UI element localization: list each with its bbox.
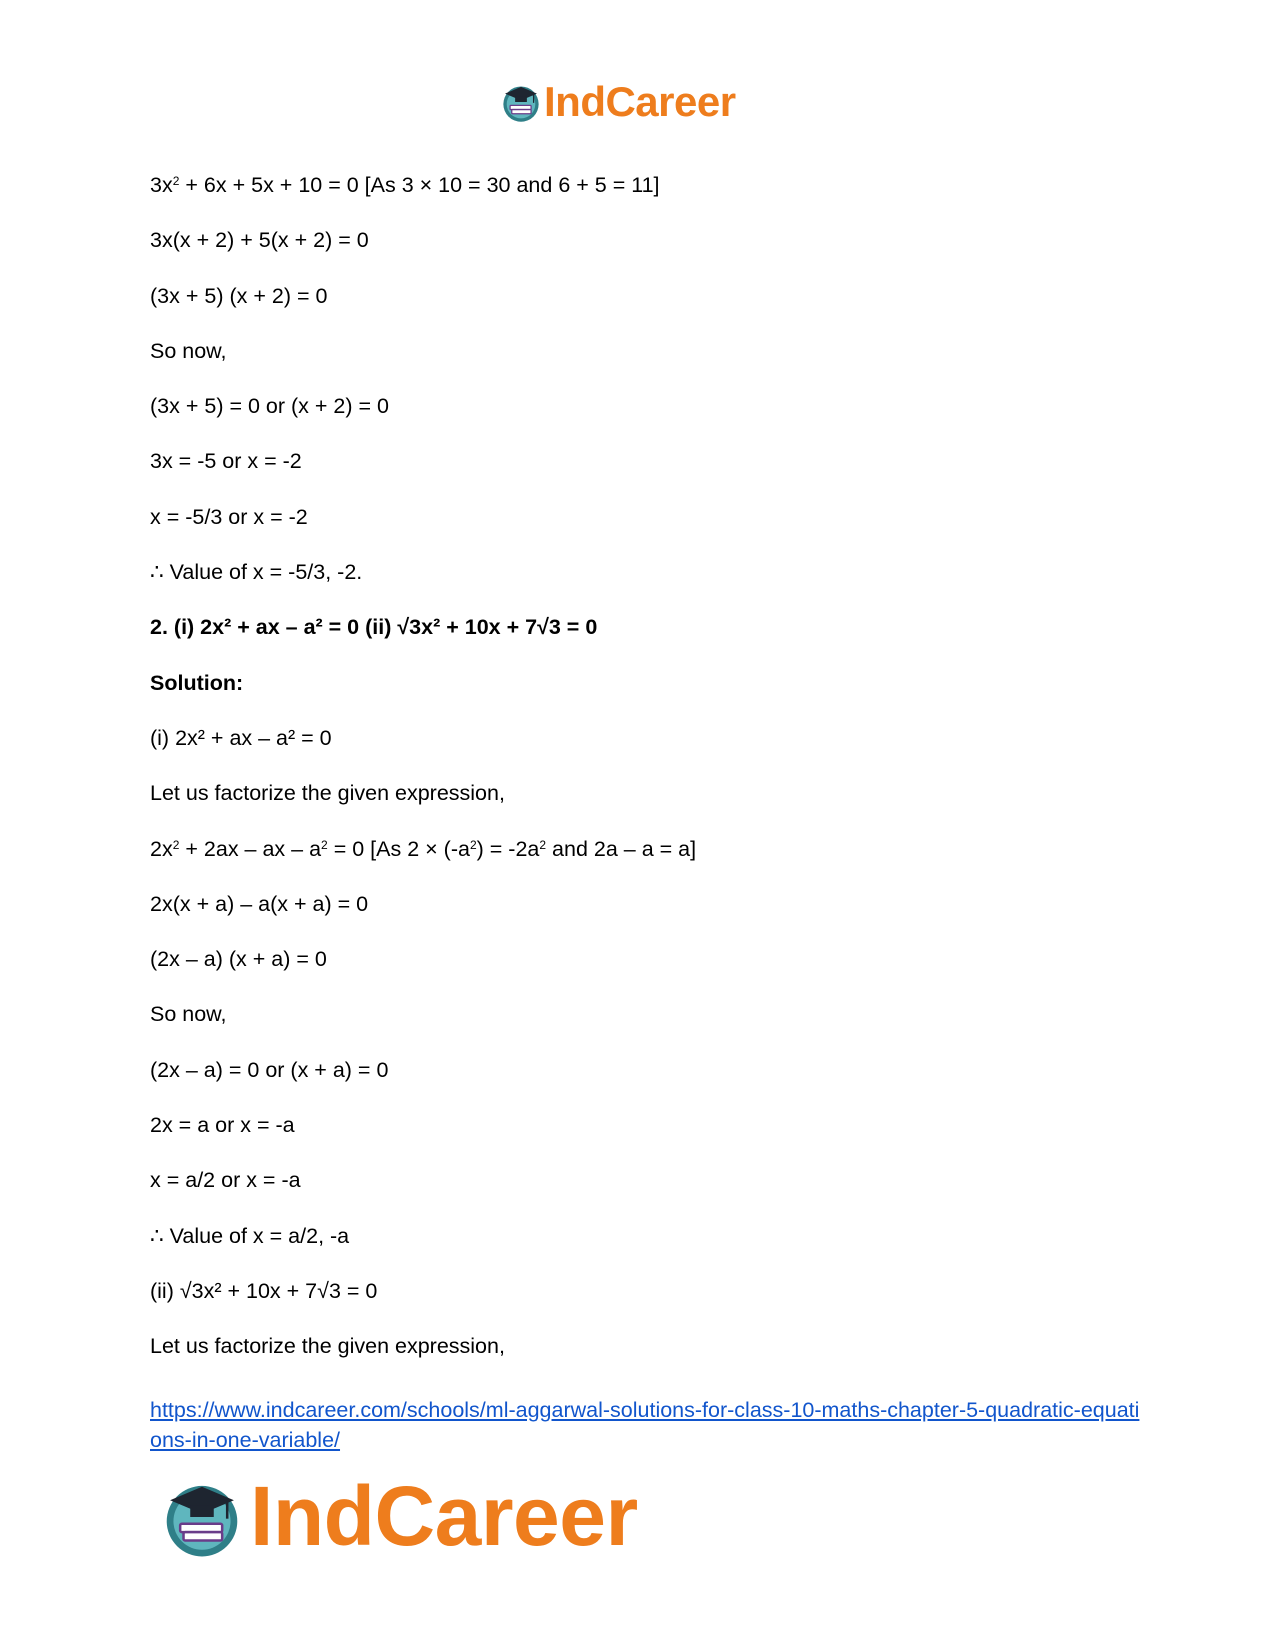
conclusion-line: ∴ Value of x = -5/3, -2. — [150, 560, 363, 585]
conclusion-line: ∴ Value of x = a/2, -a — [150, 1223, 350, 1248]
text-line: (i) 2x² + ax – a² = 0 — [150, 725, 332, 750]
graduation-cap-books-icon — [500, 81, 542, 123]
indcareer-logo-footer — [160, 1468, 638, 1565]
text-line: x = -5/3 or x = -2 — [150, 504, 308, 529]
text-line: $3x^2 + 6x + 5x + 10 = 0$ [As 3 × 10 = 30 and 6 + 5 = 11] — [150, 173, 660, 197]
graduation-cap-books-icon — [160, 1475, 244, 1559]
text-line: 2x(x + a) – a(x + a) = 0 — [150, 891, 369, 916]
logo-wordmark: IndCareer — [544, 78, 736, 125]
text-line: 3x = -5 or x = -2 — [150, 449, 302, 474]
text-line: 2x = a or x = -a — [150, 1113, 295, 1138]
text-line: x = a/2 or x = -a — [150, 1168, 301, 1193]
text-line: $2x^2 + 2ax$ – ax – $a^2 = 0$ [As $2 \times (-a^2) = -2a^2$ and 2a – a = a] — [150, 836, 697, 861]
question-heading: 2. (i) 2x² + ax – a² = 0 (ii) √3x² + 10x + 7√3 = 0 — [150, 615, 598, 640]
text-line: (ii) √3x² + 10x + 7√3 = 0 — [150, 1278, 378, 1303]
solution-heading: Solution: — [150, 670, 244, 695]
indcareer-logo-header — [500, 78, 736, 126]
document-body — [150, 172, 1130, 1389]
text-line: So now, — [150, 1002, 227, 1027]
source-url-link[interactable]: https://www.indcareer.com/schools/ml-aggarwal-solutions-for-class-10-maths-chapter-5-quadratic-equations-in-one-variable/ — [150, 1398, 1140, 1452]
text-line: (3x + 5) (x + 2) = 0 — [150, 283, 328, 308]
text-line: (3x + 5) = 0 or (x + 2) = 0 — [150, 394, 389, 419]
text-line: (2x – a) = 0 or (x + a) = 0 — [150, 1057, 389, 1082]
logo-wordmark: IndCareer — [250, 1469, 638, 1563]
text-line: 3x(x + 2) + 5(x + 2) = 0 — [150, 228, 369, 253]
text-line: Let us factorize the given expression, — [150, 1334, 505, 1359]
text-line: (2x – a) (x + a) = 0 — [150, 947, 327, 972]
text-line: So now, — [150, 338, 227, 363]
text-line: Let us factorize the given expression, — [150, 781, 505, 806]
